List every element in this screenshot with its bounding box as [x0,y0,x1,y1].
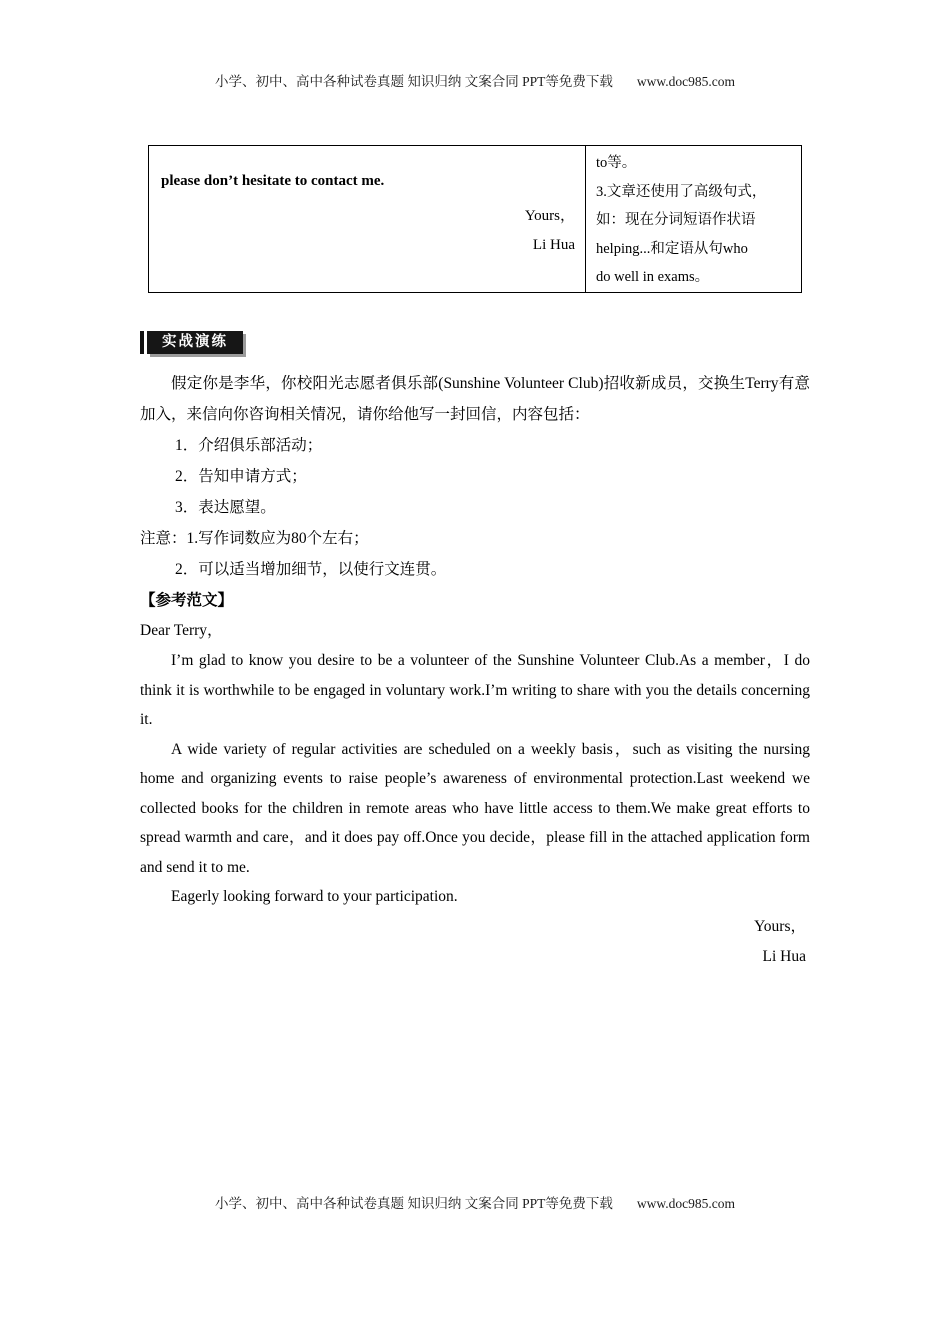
section-badge: 实战演练 [147,331,243,354]
essay-signature: Li Hua [532,237,575,253]
table-cell-notes [586,146,801,292]
footer-url: www.doc985.com [636,1196,735,1211]
document-body [140,145,810,972]
header-url: www.doc985.com [636,74,735,89]
footer-text: 小学、初中、高中各种试卷真题 知识归纳 文案合同 PPT等免费下载 [215,1196,613,1211]
note-line: do well in exams。 [596,269,710,286]
prompt-item: 2．告知申请方式； [175,468,307,485]
essay-signature-block [161,202,575,260]
exercise-prompt: 假定你是李华，你校阳光志愿者俱乐部(Sunshine Volunteer Club)招收新成员，交换生Terry有意加入，来信向你咨询相关情况，请你给他写一封回信，内容包括： [140,375,810,423]
note-line: to等。 [596,155,637,171]
sample-paragraph-3: Eagerly looking forward to your participation. [171,888,458,905]
sample-essay-label: 【参考范文】 [140,592,234,609]
essay-closing-sentence: please don’t hesitate to contact me. [161,173,385,189]
sample-paragraph-2: A wide variety of regular activities are scheduled on a weekly basis，such as visiting the nursing home and organizing events to raise people’s awareness of environmental protection.Last weekend we collected books for the children in remote areas who have little access to them.We make great efforts to spread warmth and care，and it does pay off.Once you decide，please fill in the attached application form and send it to me. [140,740,810,876]
note-line: helping...和定语从句who [596,240,748,257]
prompt-note: 注意：1.写作词数应为80个左右； [140,530,369,547]
analysis-table [148,145,802,293]
sample-salutation: Dear Terry， [140,622,223,639]
note-line: 3.文章还使用了高级句式， [596,183,767,200]
essay-closing: Yours， [524,208,575,224]
page-footer-watermark [0,1192,950,1212]
prompt-item: 1．介绍俱乐部活动； [175,437,323,454]
badge-accent-bar [140,331,144,354]
section-header [140,331,810,354]
note-line: 如：现在分词短语作状语 [596,212,756,229]
header-text: 小学、初中、高中各种试卷真题 知识归纳 文案合同 PPT等免费下载 [215,74,613,89]
sample-paragraph-1: I’m glad to know you desire to be a volunteer of the Sunshine Volunteer Club.As a member，I do think it is worthwhile to be engaged in voluntary work.I’m writing to share with you the details concerning it. [140,652,810,728]
sample-signature: Li Hua [762,947,806,965]
sample-closing: Yours， [754,917,806,935]
prompt-note: 2．可以适当增加细节，以使行文连贯。 [175,561,447,578]
table-cell-essay [149,146,586,292]
page-header-watermark [0,70,950,90]
prompt-item: 3．表达愿望。 [175,499,276,516]
